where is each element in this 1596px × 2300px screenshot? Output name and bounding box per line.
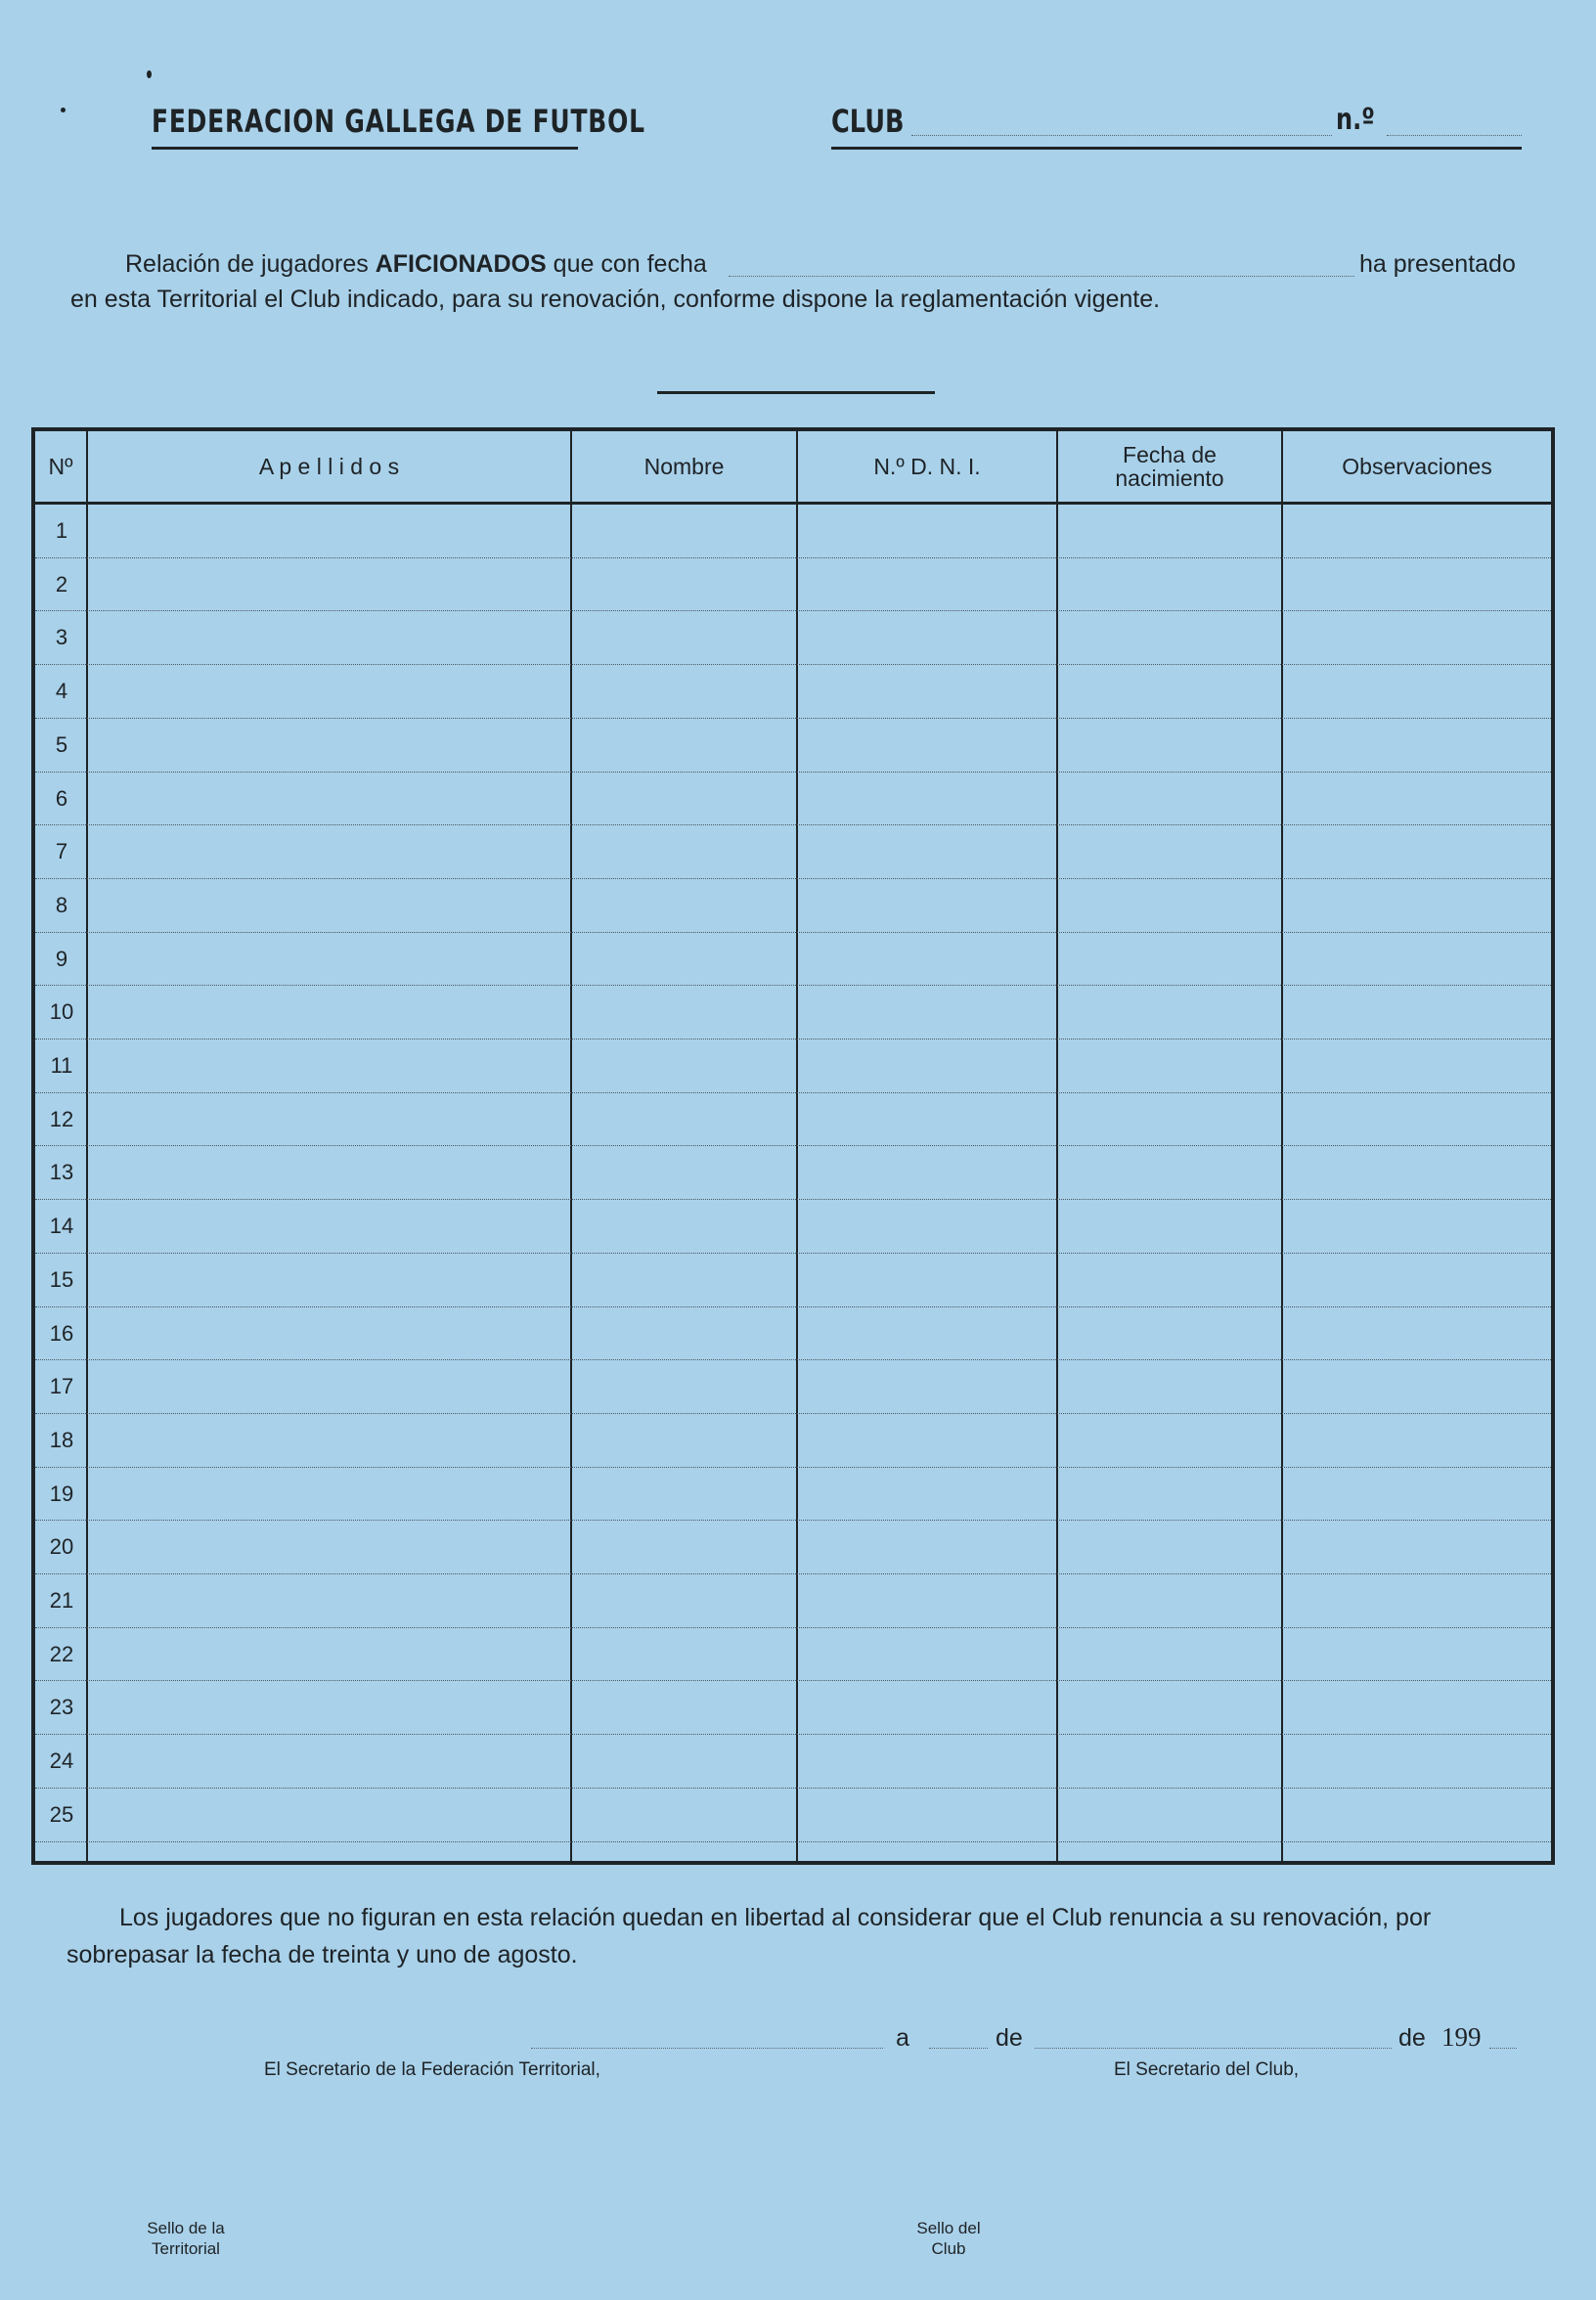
club-number-field[interactable] xyxy=(1387,135,1522,136)
row-divider xyxy=(35,1092,1551,1093)
row-number: 14 xyxy=(49,1214,74,1239)
row-divider xyxy=(35,1734,1551,1735)
federation-title: FEDERACION GALLEGA DE FUTBOL xyxy=(152,103,645,140)
intro-line-1 xyxy=(125,250,707,279)
federation-underline xyxy=(152,147,578,150)
row-number: 22 xyxy=(49,1641,74,1666)
row-divider xyxy=(35,932,1551,933)
row-number: 3 xyxy=(55,625,68,650)
column-header-dni: N.º D. N. I. xyxy=(873,454,981,479)
column-header-observaciones: Observaciones xyxy=(1342,454,1492,479)
row-divider xyxy=(35,1627,1551,1628)
row-number: 13 xyxy=(49,1160,74,1185)
intro-text-before: Relación de jugadores xyxy=(125,250,376,278)
row-divider xyxy=(35,1306,1551,1307)
month-field[interactable] xyxy=(1035,2048,1392,2049)
date-field[interactable] xyxy=(729,276,1354,277)
ink-speck xyxy=(61,108,66,112)
row-number: 11 xyxy=(50,1053,73,1078)
club-name-field[interactable] xyxy=(911,135,1332,136)
row-number: 21 xyxy=(49,1588,74,1613)
row-divider xyxy=(35,557,1551,558)
column-header-birthdate: Fecha de nacimiento xyxy=(1115,442,1224,491)
row-divider xyxy=(35,1199,1551,1200)
column-header-nombre: Nombre xyxy=(643,454,725,479)
row-divider xyxy=(35,1841,1551,1842)
row-number: 9 xyxy=(55,946,68,971)
row-number: 1 xyxy=(55,518,68,543)
column-header-apellidos: A p e l l i d o s xyxy=(258,454,400,479)
row-divider xyxy=(35,664,1551,665)
row-divider xyxy=(35,1413,1551,1414)
row-divider xyxy=(35,610,1551,611)
row-divider xyxy=(35,1520,1551,1521)
row-number: 12 xyxy=(49,1106,74,1131)
date-de-text: de xyxy=(996,2024,1023,2052)
row-divider xyxy=(35,1573,1551,1574)
row-number: 10 xyxy=(49,999,74,1025)
intro-text-after: que con fecha xyxy=(546,250,707,278)
row-number: 15 xyxy=(49,1266,74,1292)
date-de-year-text: de xyxy=(1398,2024,1426,2052)
territorial-stamp-label: Sello de la Territorial xyxy=(147,2219,225,2258)
row-number: 5 xyxy=(55,731,68,757)
note-line-2: sobrepasar la fecha de treinta y uno de agosto. xyxy=(66,1941,578,1968)
row-divider xyxy=(35,772,1551,773)
players-table xyxy=(31,427,1555,1865)
note-line-1: Los jugadores que no figuran en esta relación quedan en libertad al considerar que el Club renuncia a su renovación, por xyxy=(119,1904,1432,1931)
row-number: 23 xyxy=(49,1695,74,1720)
row-divider xyxy=(35,718,1551,719)
row-number: 20 xyxy=(49,1534,74,1560)
year-prefix: 199 xyxy=(1441,2022,1482,2052)
row-number: 25 xyxy=(49,1801,74,1827)
row-number: 7 xyxy=(55,839,68,864)
ink-speck xyxy=(147,70,152,78)
row-divider xyxy=(35,1359,1551,1360)
club-secretary-label: El Secretario del Club, xyxy=(1114,2059,1300,2080)
club-label: CLUB xyxy=(831,103,905,140)
row-divider xyxy=(35,1145,1551,1146)
row-divider xyxy=(35,985,1551,986)
federation-secretary-label: El Secretario de la Federación Territorial, xyxy=(264,2059,600,2080)
row-number: 8 xyxy=(55,892,68,917)
row-number: 24 xyxy=(49,1748,74,1774)
row-number: 4 xyxy=(55,679,68,704)
row-number: 16 xyxy=(49,1320,74,1346)
date-a-text: a xyxy=(896,2024,909,2052)
year-field[interactable] xyxy=(1489,2048,1517,2049)
day-field[interactable] xyxy=(929,2048,988,2049)
row-number: 18 xyxy=(49,1427,74,1452)
row-divider xyxy=(35,824,1551,825)
intro-bold-aficionados: AFICIONADOS xyxy=(375,250,547,278)
club-stamp-label: Sello del Club xyxy=(916,2219,981,2258)
row-number: 17 xyxy=(49,1374,74,1399)
row-divider xyxy=(35,1788,1551,1789)
row-number: 6 xyxy=(55,785,68,811)
club-number-label: n.º xyxy=(1336,103,1375,137)
separator-line xyxy=(657,391,935,394)
intro-line-1-end: ha presentado xyxy=(1359,250,1516,278)
row-number: 2 xyxy=(55,571,68,597)
row-divider xyxy=(35,1680,1551,1681)
row-divider xyxy=(35,1253,1551,1254)
row-divider xyxy=(35,1467,1551,1468)
place-field[interactable] xyxy=(531,2048,883,2049)
club-underline xyxy=(831,147,1522,150)
row-number: 19 xyxy=(49,1481,74,1506)
column-header-number: Nº xyxy=(48,454,73,479)
header-separator xyxy=(35,502,1551,505)
intro-line-2: en esta Territorial el Club indicado, para su renovación, conforme dispone la reglamentación vigente. xyxy=(70,286,1161,313)
row-divider xyxy=(35,878,1551,879)
